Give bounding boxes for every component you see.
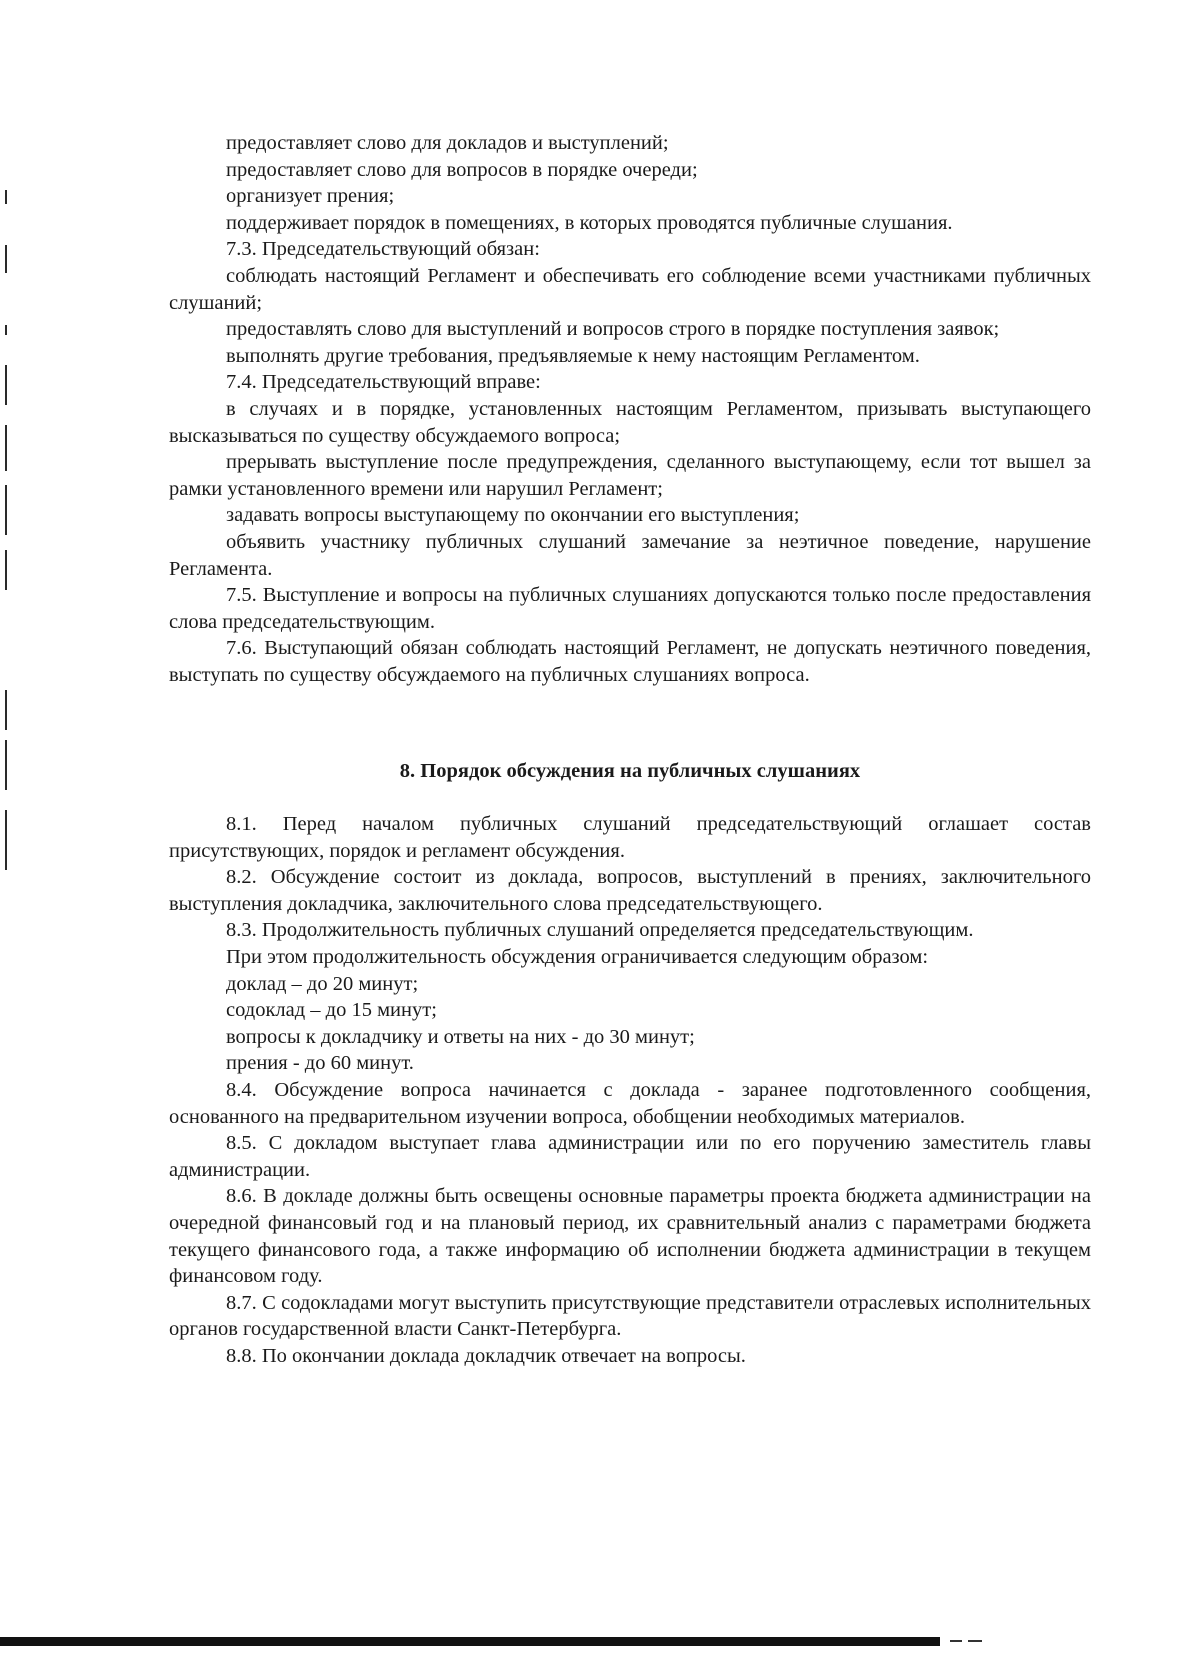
- scan-margin-mark: [5, 690, 7, 730]
- paragraph: задавать вопросы выступающему по окончании его выступления;: [226, 504, 800, 527]
- paragraph: 8.1. Перед началом публичных слушаний председательствующий оглашает состав присутствующих, порядок и регламент обсуждения.: [169, 813, 1091, 862]
- paragraph: предоставляет слово для вопросов в порядке очереди;: [226, 158, 698, 181]
- paragraph: прения - до 60 минут.: [226, 1052, 414, 1075]
- paragraph: 8.5. С докладом выступает глава администрации или по его поручению заместитель главы администрации.: [169, 1132, 1091, 1181]
- section-spacer: [169, 688, 1091, 758]
- paragraph: 7.4. Председательствующий вправе:: [226, 371, 541, 394]
- paragraph: организует прения;: [226, 185, 395, 208]
- paragraph: предоставлять слово для выступлений и вопросов строго в порядке поступления заявок;: [226, 318, 1000, 341]
- paragraph: 8.2. Обсуждение состоит из доклада, вопросов, выступлений в прениях, заключительного выступления докладчика, заключительного слова председательствующего.: [169, 866, 1091, 915]
- paragraph: 8.3. Продолжительность публичных слушаний определяется председательствующим.: [226, 919, 974, 942]
- paragraph: 7.3. Председательствующий обязан:: [226, 238, 540, 261]
- document-body: [169, 130, 1091, 1370]
- scan-margin-mark: [5, 740, 7, 790]
- scan-bottom-band: [0, 1637, 940, 1646]
- paragraph: 7.6. Выступающий обязан соблюдать настоящий Регламент, не допускать неэтичного поведения, выступать по существу обсуждаемого на публичных слушаниях вопроса.: [169, 637, 1091, 686]
- paragraph: предоставляет слово для докладов и выступлений;: [226, 132, 669, 154]
- section-heading: 8. Порядок обсуждения на публичных слушаниях: [399, 760, 861, 783]
- scan-margin-mark: [5, 425, 7, 471]
- paragraph: 8.4. Обсуждение вопроса начинается с доклада - заранее подготовленного сообщения, основанного на предварительном изучении вопроса, обобщении необходимых материалов.: [169, 1079, 1091, 1128]
- scan-margin-mark: [5, 245, 7, 273]
- scan-margin-mark: [5, 365, 7, 405]
- paragraph: поддерживает порядок в помещениях, в которых проводятся публичные слушания.: [226, 211, 953, 234]
- paragraph: в случаях и в порядке, установленных настоящим Регламентом, призывать выступающего высказываться по существу обсуждаемого вопроса;: [169, 397, 1091, 447]
- paragraph: содоклад – до 15 минут;: [226, 999, 437, 1022]
- paragraph: вопросы к докладчику и ответы на них - до 30 минут;: [226, 1025, 695, 1048]
- scan-margin-mark: [5, 550, 7, 590]
- paragraph: 8.7. С содокладами могут выступить присутствующие представители отраслевых исполнительных органов государственной власти Санкт-Петербурга.: [169, 1291, 1091, 1341]
- scan-margin-mark: [5, 810, 7, 870]
- section-spacer: [169, 785, 1091, 811]
- scan-bottom-dash: [968, 1640, 982, 1642]
- paragraph: объявить участнику публичных слушаний замечание за неэтичное поведение, нарушение Регламента.: [169, 530, 1091, 580]
- scan-margin-mark: [5, 190, 7, 204]
- paragraph: прерывать выступление после предупреждения, сделанного выступающему, если тот вышел за рамки установленного времени или нарушил Регламент;: [169, 451, 1091, 500]
- paragraph: При этом продолжительность обсуждения ограничивается следующим образом:: [226, 946, 929, 969]
- paragraph: 8.8. По окончании доклада докладчик отвечает на вопросы.: [226, 1344, 746, 1367]
- paragraph: выполнять другие требования, предъявляемые к нему настоящим Регламентом.: [226, 344, 920, 367]
- scan-margin-mark: [5, 485, 7, 535]
- paragraph: соблюдать настоящий Регламент и обеспечивать его соблюдение всеми участниками публичных слушаний;: [169, 264, 1091, 314]
- paragraph: 8.6. В докладе должны быть освещены основные параметры проекта бюджета администрации на очередной финансовый год и на плановый период, их сравнительный анализ с параметрами бюджета текущего финансового года, а также информацию об исполнении бюджета администрации в текущем финансовом году.: [169, 1185, 1091, 1288]
- paragraph: 7.5. Выступление и вопросы на публичных слушаниях допускаются только после предоставления слова председательствующим.: [169, 584, 1091, 633]
- scan-bottom-dash: [950, 1640, 962, 1642]
- scan-margin-mark: [5, 325, 7, 335]
- paragraph: доклад – до 20 минут;: [226, 972, 419, 995]
